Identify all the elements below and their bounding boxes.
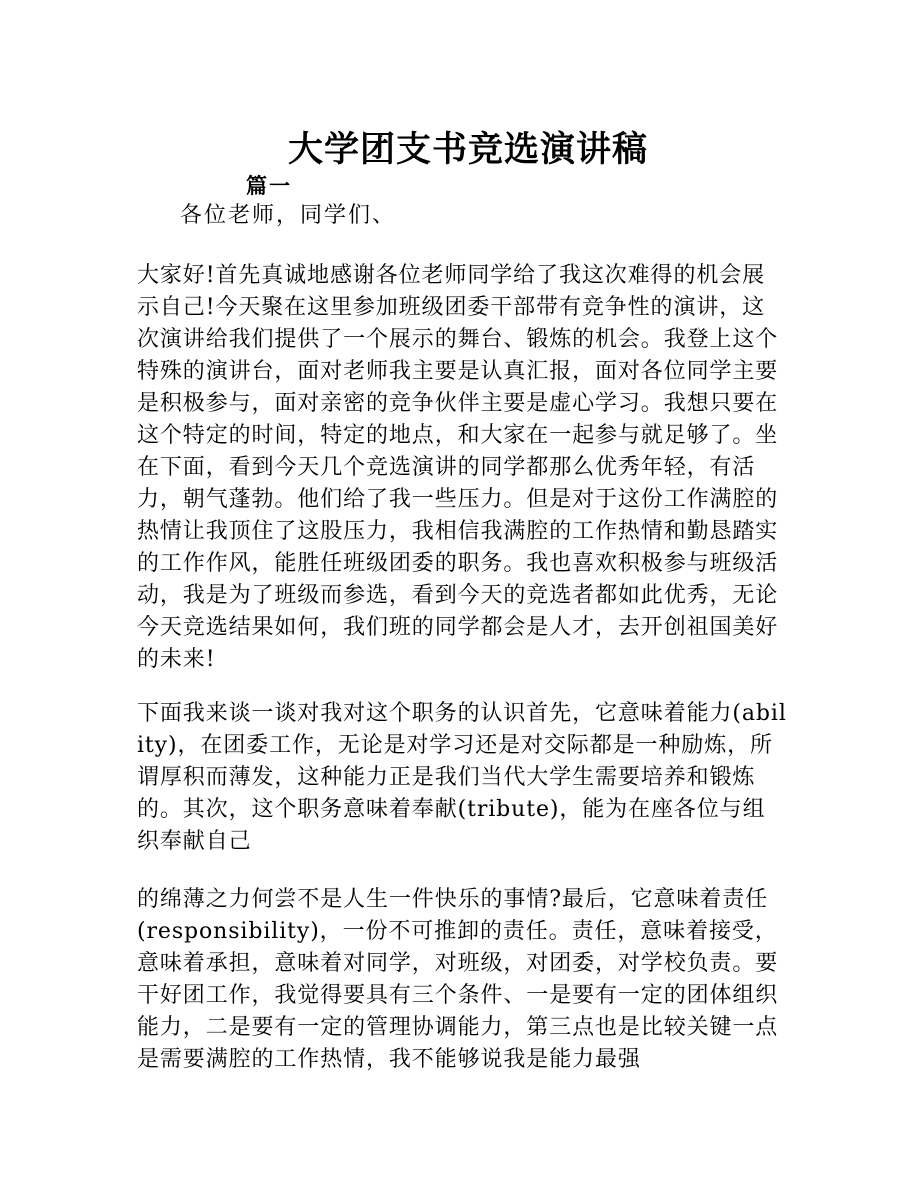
salutation: 各位老师，同学们、 [180, 203, 397, 228]
section-label: 篇一 [246, 173, 292, 198]
document-title: 大学团支书竞选演讲稿 [287, 129, 648, 170]
paragraph-responsibility: 的绵薄之力何尝不是人生一件快乐的事情?最后，它意味着责任(responsibility)，一份不可推卸的责任。责任，意味着接受，意味着承担，意味着对同学，对班级，对团委，对学校负责。要干好团工作，我觉得要具有三个条件、一是要有一定的团体组织能力，二是要有一定的管理协调能力，第三点也是比较关键一点是需要满腔的工作热情，我不能够说我是能力最强 [137, 887, 779, 1072]
paragraph-greeting: 大家好!首先真诚地感谢各位老师同学给了我这次难得的机会展示自己!今天聚在这里参加班级团委干部带有竞争性的演讲，这次演讲给我们提供了一个展示的舞台、锻炼的机会。我登上这个特殊的演讲台，面对老师我主要是认真汇报，面对各位同学主要是积极参与，面对亲密的竞争伙伴主要是虚心学习。我想只要在这个特定的时间，特定的地点，和大家在一起参与就足够了。坐在下面，看到今天几个竞选演讲的同学都那么优秀年轻，有活力，朝气蓬勃。他们给了我一些压力。但是对于这份工作满腔的热情让我顶住了这股压力，我相信我满腔的工作热情和勤恳踏实的工作作风，能胜任班级团委的职务。我也喜欢积极参与班级活动，我是为了班级而参选，看到今天的竞选者都如此优秀，无论今天竞选结果如何，我们班的同学都会是人才，去开创祖国美好的未来! [137, 263, 779, 672]
paragraph-role-understanding: 下面我来谈一谈对我对这个职务的认识首先，它意味着能力(ability)，在团委工作，无论是对学习还是对交际都是一种励炼，所谓厚积而薄发，这种能力正是我们当代大学生需要培养和锻炼的。其次，这个职务意味着奉献(tribute)，能为在座各位与组织奉献自己 [137, 701, 787, 854]
